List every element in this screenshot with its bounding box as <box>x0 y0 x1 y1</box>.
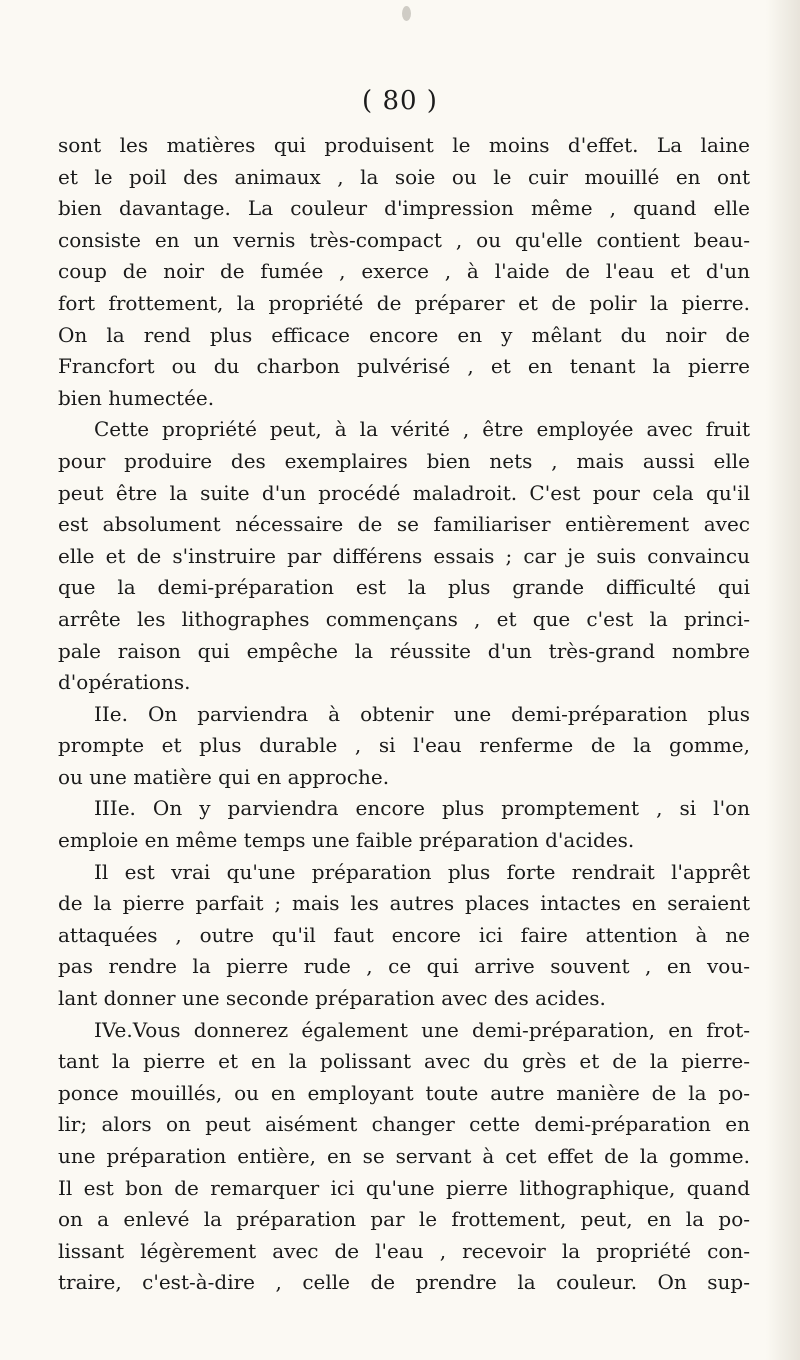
body-text <box>58 130 750 1299</box>
text-line: coup de noir de fumée , exerce , à l'aide de l'eau et d'un <box>58 259 750 284</box>
text-line: ponce mouillés, ou en employant toute autre manière de la po- <box>58 1080 750 1105</box>
text-line: bien davantage. La couleur d'impression même , quand elle <box>58 196 750 221</box>
text-line: bien humectée. <box>58 385 215 410</box>
text-line: IIe. On parviendra à obtenir une demi-préparation plus <box>94 701 750 726</box>
text-line: et le poil des animaux , la soie ou le cuir mouillé en ont <box>58 164 750 189</box>
text-line: de la pierre parfait ; mais les autres places intactes en seraient <box>58 891 750 916</box>
text-line: On la rend plus efficace encore en y mêlant du noir de <box>58 322 750 347</box>
page-number: ( 80 ) <box>362 86 438 116</box>
text-line: prompte et plus durable , si l'eau renferme de la gomme, <box>58 733 750 758</box>
text-line: peut être la suite d'un procédé maladroit. C'est pour cela qu'il <box>58 480 750 505</box>
text-line: est absolument nécessaire de se familiariser entièrement avec <box>58 512 750 537</box>
text-line: d'opérations. <box>58 670 191 695</box>
text-line: pour produire des exemplaires bien nets , mais aussi elle <box>58 448 750 473</box>
text-line: Il est vrai qu'une préparation plus forte rendrait l'apprêt <box>94 859 750 884</box>
text-line: traire, c'est-à-dire , celle de prendre la couleur. On sup- <box>58 1270 750 1295</box>
text-line: sont les matières qui produisent le moins d'effet. La laine <box>58 133 750 157</box>
text-line: Il est bon de remarquer ici qu'une pierre lithographique, quand <box>58 1175 750 1200</box>
text-line: ou une matière qui en approche. <box>58 764 390 789</box>
paper-speck <box>402 6 411 21</box>
text-line: lissant légèrement avec de l'eau , recevoir la propriété con- <box>58 1238 750 1263</box>
text-line: IVe.Vous donnerez également une demi-préparation, en frot- <box>94 1017 750 1042</box>
text-line: une préparation entière, en se servant à cet effet de la gomme. <box>58 1144 750 1168</box>
page-edge-shadow <box>766 0 800 1360</box>
text-line: on a enlevé la préparation par le frottement, peut, en la po- <box>58 1207 750 1232</box>
text-line: arrête les lithographes commençans , et que c'est la princi- <box>58 606 750 631</box>
text-line: pas rendre la pierre rude , ce qui arrive souvent , en vou- <box>58 954 750 979</box>
text-line: attaquées , outre qu'il faut encore ici faire attention à ne <box>58 922 750 947</box>
text-line: Francfort ou du charbon pulvérisé , et en tenant la pierre <box>58 354 750 379</box>
text-line: fort frottement, la propriété de préparer et de polir la pierre. <box>58 290 750 315</box>
text-line: elle et de s'instruire par différens essais ; car je suis convaincu <box>58 543 750 568</box>
text-line: lir; alors on peut aisément changer cette demi-préparation en <box>58 1112 750 1137</box>
text-line: tant la pierre et en la polissant avec du grès et de la pierre- <box>58 1049 750 1074</box>
text-line: consiste en un vernis très-compact , ou qu'elle contient beau- <box>58 227 750 252</box>
text-line: que la demi-préparation est la plus grande difficulté qui <box>58 575 750 600</box>
text-line: IIIe. On y parviendra encore plus promptement , si l'on <box>94 796 750 821</box>
text-line: pale raison qui empêche la réussite d'un très-grand nombre <box>58 638 750 663</box>
text-line: lant donner une seconde préparation avec des acides. <box>58 986 606 1011</box>
text-line: Cette propriété peut, à la vérité , être employée avec fruit <box>94 417 750 442</box>
text-line: emploie en même temps une faible préparation d'acides. <box>58 828 635 853</box>
